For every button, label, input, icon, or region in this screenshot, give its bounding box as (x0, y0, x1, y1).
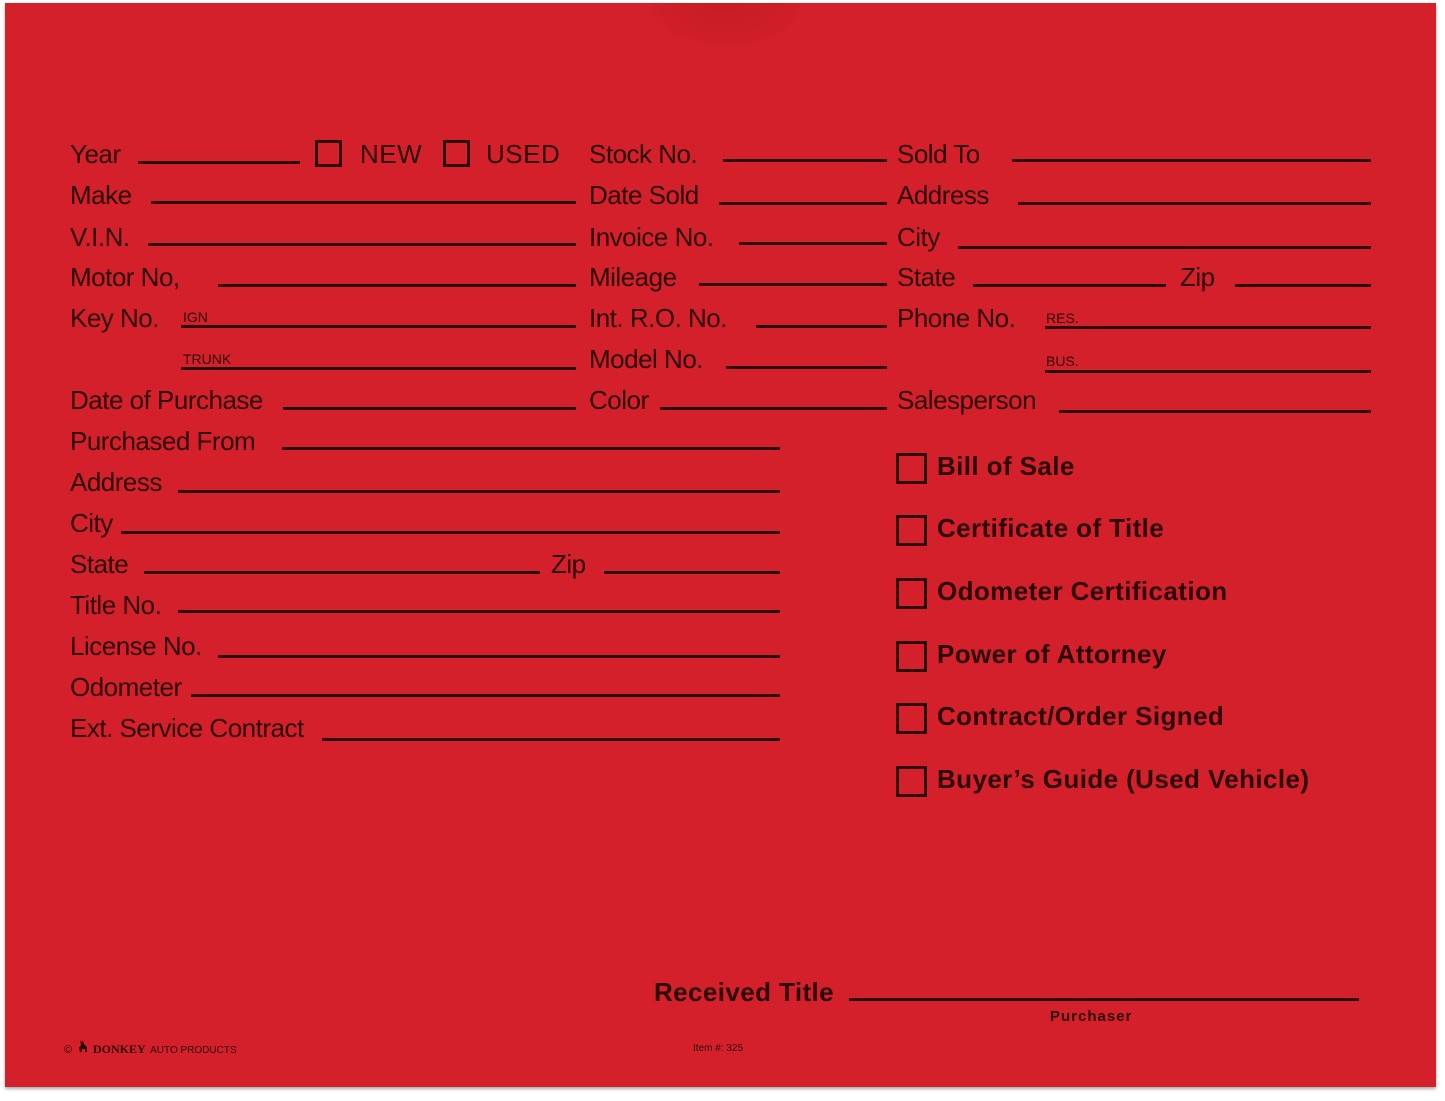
salesperson-field[interactable] (1059, 410, 1371, 413)
date-sold-label: Date Sold (589, 180, 699, 210)
title-no-field[interactable] (178, 610, 780, 613)
used-label: USED (486, 139, 561, 169)
ext-service-contract-field[interactable] (322, 738, 780, 741)
thumb-cut-notch (650, 3, 800, 45)
contract-order-signed-checkbox[interactable] (896, 703, 927, 734)
motor-no-field[interactable] (218, 284, 576, 287)
model-no-label: Model No. (589, 344, 703, 374)
invoice-no-label: Invoice No. (589, 222, 714, 252)
key-no-label: Key No. (70, 303, 159, 333)
ext-service-contract-label: Ext. Service Contract (70, 713, 304, 743)
purchase-state-label: State (70, 549, 129, 579)
received-title-field[interactable] (849, 998, 1359, 1001)
color-field[interactable] (660, 407, 887, 410)
make-field[interactable] (151, 201, 576, 204)
certificate-of-title-label: Certificate of Title (937, 513, 1165, 543)
purchase-city-field[interactable] (121, 531, 780, 534)
license-no-field[interactable] (218, 655, 780, 658)
sold-to-label: Sold To (897, 139, 980, 169)
odometer-field[interactable] (191, 694, 780, 697)
ign-key-field[interactable] (181, 325, 576, 328)
stock-no-field[interactable] (723, 159, 887, 162)
mileage-field[interactable] (699, 283, 887, 286)
purchase-zip-label: Zip (551, 549, 586, 579)
sold-city-label: City (897, 222, 940, 252)
purchase-state-field[interactable] (144, 571, 540, 574)
phone-bus-field[interactable] (1045, 370, 1371, 373)
invoice-no-field[interactable] (739, 242, 887, 245)
res-label: RES. (1046, 310, 1079, 326)
phone-res-field[interactable] (1045, 326, 1371, 329)
salesperson-label: Salesperson (897, 385, 1037, 415)
year-label: Year (70, 139, 121, 169)
trunk-label: TRUNK (183, 351, 232, 367)
license-no-label: License No. (70, 631, 202, 661)
brand-suffix: AUTO PRODUCTS (150, 1045, 237, 1056)
received-title-label: Received Title (654, 977, 834, 1007)
buyers-guide-label: Buyer’s Guide (Used Vehicle) (937, 764, 1310, 794)
odometer-label: Odometer (70, 672, 182, 702)
power-of-attorney-checkbox[interactable] (896, 641, 927, 672)
contract-order-signed-label: Contract/Order Signed (937, 701, 1225, 731)
int-ro-no-label: Int. R.O. No. (589, 303, 727, 333)
certificate-of-title-checkbox[interactable] (896, 515, 927, 546)
sold-zip-field[interactable] (1235, 284, 1371, 287)
stock-no-label: Stock No. (589, 139, 698, 169)
odometer-certification-checkbox[interactable] (896, 578, 927, 609)
date-of-purchase-field[interactable] (283, 407, 576, 410)
purchase-address-field[interactable] (178, 490, 780, 493)
purchase-zip-field[interactable] (604, 571, 780, 574)
used-checkbox[interactable] (443, 140, 470, 167)
brand-name: DONKEY (93, 1042, 146, 1056)
sold-state-field[interactable] (973, 284, 1166, 287)
purchased-from-field[interactable] (282, 447, 780, 450)
item-number: Item #: 325 (693, 1043, 744, 1054)
date-of-purchase-label: Date of Purchase (70, 385, 263, 415)
year-field[interactable] (138, 161, 300, 164)
title-no-label: Title No. (70, 590, 162, 620)
purchaser-label: Purchaser (1050, 1008, 1133, 1025)
new-label: NEW (360, 139, 423, 169)
int-ro-no-field[interactable] (756, 325, 887, 328)
new-checkbox[interactable] (315, 140, 342, 167)
buyers-guide-checkbox[interactable] (896, 766, 927, 797)
sold-city-field[interactable] (958, 246, 1371, 249)
brand-imprint (64, 1039, 237, 1058)
phone-no-label: Phone No. (897, 303, 1016, 333)
bus-label: BUS. (1046, 353, 1079, 369)
sold-to-field[interactable] (1012, 159, 1371, 162)
donkey-logo-icon (77, 1039, 89, 1058)
trunk-key-field[interactable] (181, 367, 576, 370)
sold-address-label: Address (897, 180, 989, 210)
power-of-attorney-label: Power of Attorney (937, 639, 1167, 669)
vin-label: V.I.N. (70, 222, 130, 252)
sold-address-field[interactable] (1018, 202, 1371, 205)
mileage-label: Mileage (589, 262, 677, 292)
color-label: Color (589, 385, 649, 415)
date-sold-field[interactable] (719, 202, 887, 205)
make-label: Make (70, 180, 132, 210)
purchased-from-label: Purchased From (70, 426, 256, 456)
copyright-symbol: © (64, 1044, 73, 1056)
sold-zip-label: Zip (1180, 262, 1215, 292)
purchase-address-label: Address (70, 467, 162, 497)
ign-label: IGN (183, 309, 208, 325)
vin-field[interactable] (148, 243, 576, 246)
model-no-field[interactable] (726, 366, 887, 369)
motor-no-label: Motor No, (70, 262, 180, 292)
envelope (5, 3, 1436, 1087)
odometer-certification-label: Odometer Certification (937, 576, 1228, 606)
bill-of-sale-label: Bill of Sale (937, 451, 1075, 481)
sold-state-label: State (897, 262, 956, 292)
bill-of-sale-checkbox[interactable] (896, 453, 927, 484)
purchase-city-label: City (70, 508, 113, 538)
